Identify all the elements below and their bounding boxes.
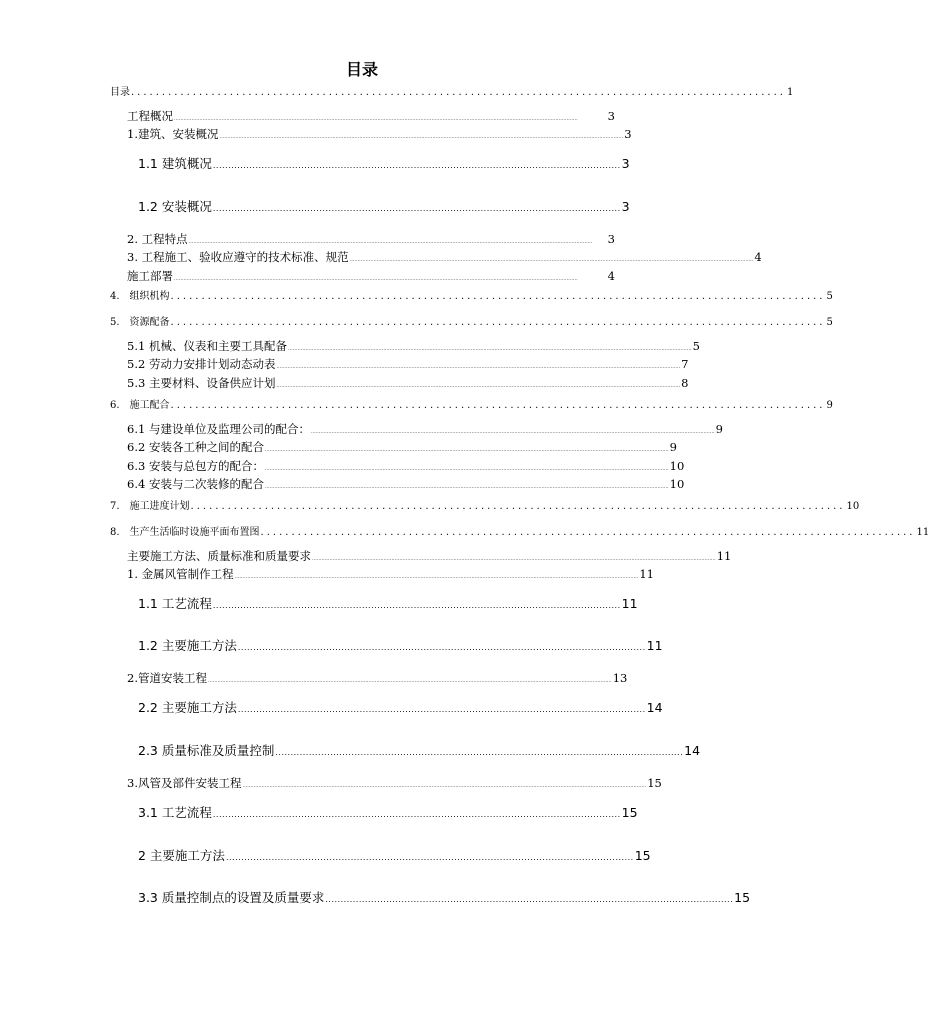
toc-entry[interactable] (110, 396, 833, 411)
toc-entry-page: 5 (826, 317, 833, 328)
toc-entry[interactable] (110, 83, 794, 98)
toc-entry[interactable] (127, 356, 689, 372)
toc-entry[interactable] (127, 231, 615, 247)
toc-entry-number: 4. (110, 291, 120, 302)
toc-entry-label: 6.2 安装各工种之间的配合 (127, 440, 264, 454)
toc-entry[interactable] (138, 154, 630, 172)
toc-entry[interactable] (127, 670, 628, 686)
toc-entry-label: 6.4 安装与二次装修的配合 (127, 477, 264, 491)
toc-entry[interactable] (138, 698, 663, 716)
toc-entry-label: 1.1 建筑概况 (138, 156, 212, 171)
toc-leader: .............................................................................................................................................................................................................................................................. (174, 116, 578, 122)
toc-entry[interactable] (110, 497, 860, 512)
toc-entry-page: 5 (826, 291, 833, 302)
toc-entry-page: 5 (692, 339, 700, 353)
toc-entry-page: 11 (646, 638, 663, 653)
toc-entry-page: 1 (786, 87, 794, 98)
toc-entry[interactable] (127, 775, 662, 791)
toc-entry-page: 9 (826, 400, 833, 411)
toc-leader: ...................................................................................................................................... (237, 705, 646, 714)
toc-entry[interactable] (138, 636, 663, 654)
toc-entry-text: 施工配合 (129, 400, 170, 411)
toc-entry[interactable] (127, 476, 685, 492)
toc-entry-page: 3 (621, 199, 630, 214)
toc-entry[interactable] (127, 249, 762, 265)
toc-entry[interactable] (127, 268, 615, 284)
toc-entry[interactable] (127, 375, 689, 391)
toc-entry-number: 5. (110, 317, 120, 328)
toc-leader: .............................................................................................................................................................................................................................................................. (349, 257, 754, 263)
toc-entry[interactable] (127, 126, 632, 142)
toc-entry-page: 11 (639, 567, 654, 581)
toc-entry-label: 5.1 机械、仪表和主要工具配备 (127, 339, 287, 353)
toc-entry-page: 3 (607, 232, 615, 246)
toc-leader: .............................................................................................................................................................................................................................................................. (234, 574, 639, 580)
toc-leader: .......................................................................................................... (131, 87, 786, 98)
toc-entry-label: 3.1 工艺流程 (138, 805, 212, 820)
toc-entry-text: 生产生活临时设施平面布置图 (129, 527, 260, 538)
toc-entry-page: 4 (607, 269, 615, 283)
toc-entry-label: 施工部署 (127, 269, 173, 283)
toc-entry-page: 9 (669, 440, 677, 454)
toc-entry[interactable] (110, 313, 833, 328)
toc-entry-number: 6. (110, 400, 120, 411)
toc-leader: .............................................................................................................................................................................................................................................................. (242, 783, 647, 789)
toc-entry-label: 1.2 安装概况 (138, 199, 212, 214)
toc-entry-page: 11 (621, 596, 638, 611)
toc-entry-text: 施工进度计划 (129, 501, 190, 512)
toc-entry-label: 1.2 主要施工方法 (138, 638, 237, 653)
toc-entry-page: 3 (624, 127, 632, 141)
toc-entry[interactable] (127, 458, 685, 474)
toc-entry-label: 主要施工方法、质量标准和质量要求 (127, 549, 311, 563)
toc-entry-label: 目录 (110, 87, 130, 98)
toc-entry-page: 11 (716, 549, 732, 563)
toc-entry-label: 3.3 质量控制点的设置及质量要求 (138, 890, 325, 905)
toc-entry[interactable] (110, 287, 833, 302)
toc-entry-label: 6.3 安装与总包方的配合： (127, 459, 264, 473)
toc-entry-page: 13 (612, 671, 628, 685)
toc-entry[interactable] (138, 846, 651, 864)
toc-leader: .............................................................................................................................................................................................................................................................. (264, 484, 669, 490)
toc-entry-label: 5.3 主要材料、设备供应计划 (127, 376, 276, 390)
toc-entry-label (110, 287, 170, 302)
toc-entry-page: 10 (669, 477, 685, 491)
toc-entry-page: 3 (607, 109, 615, 123)
toc-entry-text: 资源配备 (129, 317, 170, 328)
toc-leader: ...................................................................................................................................... (275, 748, 684, 757)
toc-leader: .............................................................................................................................................................................................................................................................. (310, 429, 715, 435)
toc-entry-label: 3. 工程施工、验收应遵守的技术标准、规范 (127, 250, 349, 264)
toc-entry[interactable] (127, 421, 723, 437)
toc-leader: .............................................................................................................................................................................................................................................................. (276, 364, 681, 370)
toc-entry[interactable] (138, 197, 630, 215)
toc-entry-label: 2.2 主要施工方法 (138, 700, 237, 715)
toc-entry-page: 10 (669, 459, 685, 473)
toc-entry-number: 8. (110, 527, 120, 538)
toc-leader: .......................................................................................................... (190, 501, 846, 512)
toc-entry-page: 14 (646, 700, 663, 715)
toc-leader: .............................................................................................................................................................................................................................................................. (207, 678, 612, 684)
toc-leader: .............................................................................................................................................................................................................................................................. (219, 134, 624, 140)
toc-leader: ...................................................................................................................................... (325, 895, 734, 904)
toc-leader: .......................................................................................................... (170, 317, 826, 328)
toc-entry-label: 3.风管及部件安装工程 (127, 776, 242, 790)
toc-entry-page: 7 (681, 357, 689, 371)
toc-entry[interactable] (127, 548, 732, 564)
toc-entry[interactable] (138, 741, 701, 759)
toc-entry-page: 8 (681, 376, 689, 390)
toc-leader: .......................................................................................................... (170, 400, 826, 411)
toc-leader: ...................................................................................................................................... (225, 853, 634, 862)
toc-entry[interactable] (138, 594, 638, 612)
toc-entry[interactable] (138, 803, 638, 821)
toc-entry-label: 5.2 劳动力安排计划动态动表 (127, 357, 276, 371)
toc-leader: .......................................................................................................... (170, 291, 826, 302)
toc-entry-page: 3 (621, 156, 630, 171)
toc-entry-label: 1.建筑、安装概况 (127, 127, 219, 141)
toc-entry-page: 15 (634, 848, 651, 863)
toc-leader: .............................................................................................................................................................................................................................................................. (312, 556, 716, 562)
toc-entry-page: 14 (684, 743, 701, 758)
toc-entry[interactable] (110, 523, 929, 538)
toc-leader: .............................................................................................................................................................................................................................................................. (264, 447, 669, 453)
toc-leader: ...................................................................................................................................... (212, 601, 621, 610)
toc-entry-page: 15 (647, 776, 662, 790)
toc-entry[interactable] (127, 338, 700, 354)
toc-leader: .............................................................................................................................................................................................................................................................. (287, 346, 692, 352)
toc-entry-label (110, 497, 190, 512)
toc-entry[interactable] (127, 108, 615, 124)
toc-entry-label (110, 396, 170, 411)
toc-leader: .............................................................................................................................................................................................................................................................. (174, 276, 578, 282)
document-title: 目录 (345, 60, 378, 79)
toc-entry-label (110, 523, 260, 538)
toc-leader: .............................................................................................................................................................................................................................................................. (188, 239, 593, 245)
toc-entry[interactable] (138, 888, 751, 906)
toc-entry[interactable] (127, 439, 677, 455)
toc-leader: .............................................................................................................................................................................................................................................................. (264, 466, 669, 472)
toc-entry-page: 9 (715, 422, 723, 436)
toc-entry-page: 11 (916, 527, 929, 538)
toc-entry[interactable] (127, 566, 654, 582)
toc-leader: ...................................................................................................................................... (212, 161, 621, 170)
toc-entry-text: 组织机构 (129, 291, 170, 302)
toc-entry-label: 2 主要施工方法 (138, 848, 225, 863)
toc-leader: .......................................................................................................... (260, 527, 916, 538)
toc-leader: ...................................................................................................................................... (237, 643, 646, 652)
toc-entry-page: 15 (621, 805, 638, 820)
toc-leader: ...................................................................................................................................... (212, 810, 621, 819)
toc-entry-label: 2. 工程特点 (127, 232, 188, 246)
toc-entry-page: 10 (846, 501, 860, 512)
toc-entry-page: 15 (734, 890, 751, 905)
toc-leader: .............................................................................................................................................................................................................................................................. (276, 383, 681, 389)
toc-entry-label: 2.管道安装工程 (127, 671, 207, 685)
toc-entry-page: 4 (754, 250, 762, 264)
toc-entry-label: 2.3 质量标准及质量控制 (138, 743, 275, 758)
toc-entry-number: 7. (110, 501, 120, 512)
toc-entry-label: 1.1 工艺流程 (138, 596, 212, 611)
toc-entry-label: 1. 金属风管制作工程 (127, 567, 234, 581)
toc-entry-label (110, 313, 170, 328)
toc-entry-label: 6.1 与建设单位及监理公司的配合： (127, 422, 310, 436)
toc-entry-label: 工程概况 (127, 109, 173, 123)
toc-leader: ...................................................................................................................................... (212, 204, 621, 213)
